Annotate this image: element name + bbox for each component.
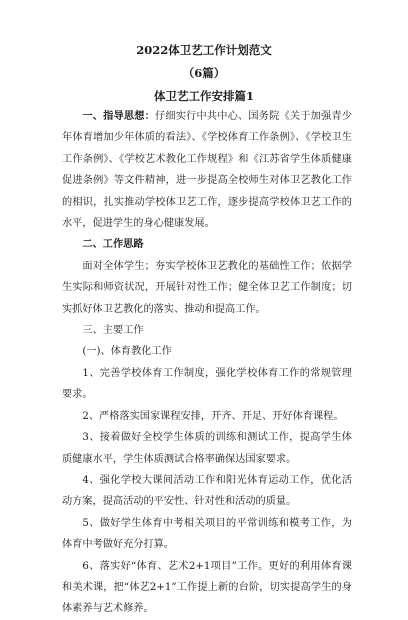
section-3-heading: 三、主要工作: [82, 325, 144, 337]
document-body: [62, 106, 352, 620]
section-1-paragraph: [62, 106, 352, 234]
list-item: 5、做好学生体育中考相关项目的平常训练和模考工作，为体育中考做好充分打算。: [62, 517, 352, 551]
document-title: 2022体卫艺工作计划范文: [136, 43, 272, 57]
list-item: 2、严格落实国家课程安排，开齐、开足、开好体育课程。: [82, 410, 344, 422]
section-1-heading: 一、指导思想：: [82, 110, 156, 122]
list-item: 4、强化学校大课间活动工作和阳光体育运动工作，优化活动方案，提高活动的平安性、针对性和活动的质量。: [62, 474, 352, 508]
list-item: 6、落实好“体育、艺术2+1项目”工作。更好的利用体育课和美术课，把“体艺2+1”工作提上新的台阶，切实提高学生的身体素养与艺术修养。: [62, 560, 352, 615]
section-2-heading: 二、工作思路: [82, 238, 144, 251]
document-subtitle: 体卫艺工作安排篇1: [153, 89, 254, 103]
list-item: 3、接着做好全校学生体质的训练和测试工作，提高学生体质健康水平，学生体质测试合格率确保达国家要求。: [62, 432, 352, 465]
section-1-text: 仔细实行中共中心、国务院《关于加强青少年体育增加少年体质的看法》、《学校体育工作条例》、《学校卫生工作条例》、《学校艺术教化工作规程》和《江苏省学生体质健康促进条例》等文件精神，进一步提高全校师生对体卫艺教化工作的相识，扎实推动学校体卫艺工作，逐步提高学校体卫艺工作的水平，促进学生的身心健康发展。: [62, 111, 353, 230]
section-3-subheading: (一)、体育教化工作: [82, 346, 172, 358]
list-item: 1、完善学校体育工作制度，强化学校体育工作的常规管理要求。: [62, 367, 352, 401]
section-2-text: 面对全体学生；夯实学校体卫艺教化的基础性工作；依据学生实际和师资状况，开展针对性工作；健全体卫艺工作制度；切实抓好体卫艺教化的落实、推动和提高工作。: [62, 260, 352, 315]
document-count: （6篇）: [182, 66, 226, 80]
